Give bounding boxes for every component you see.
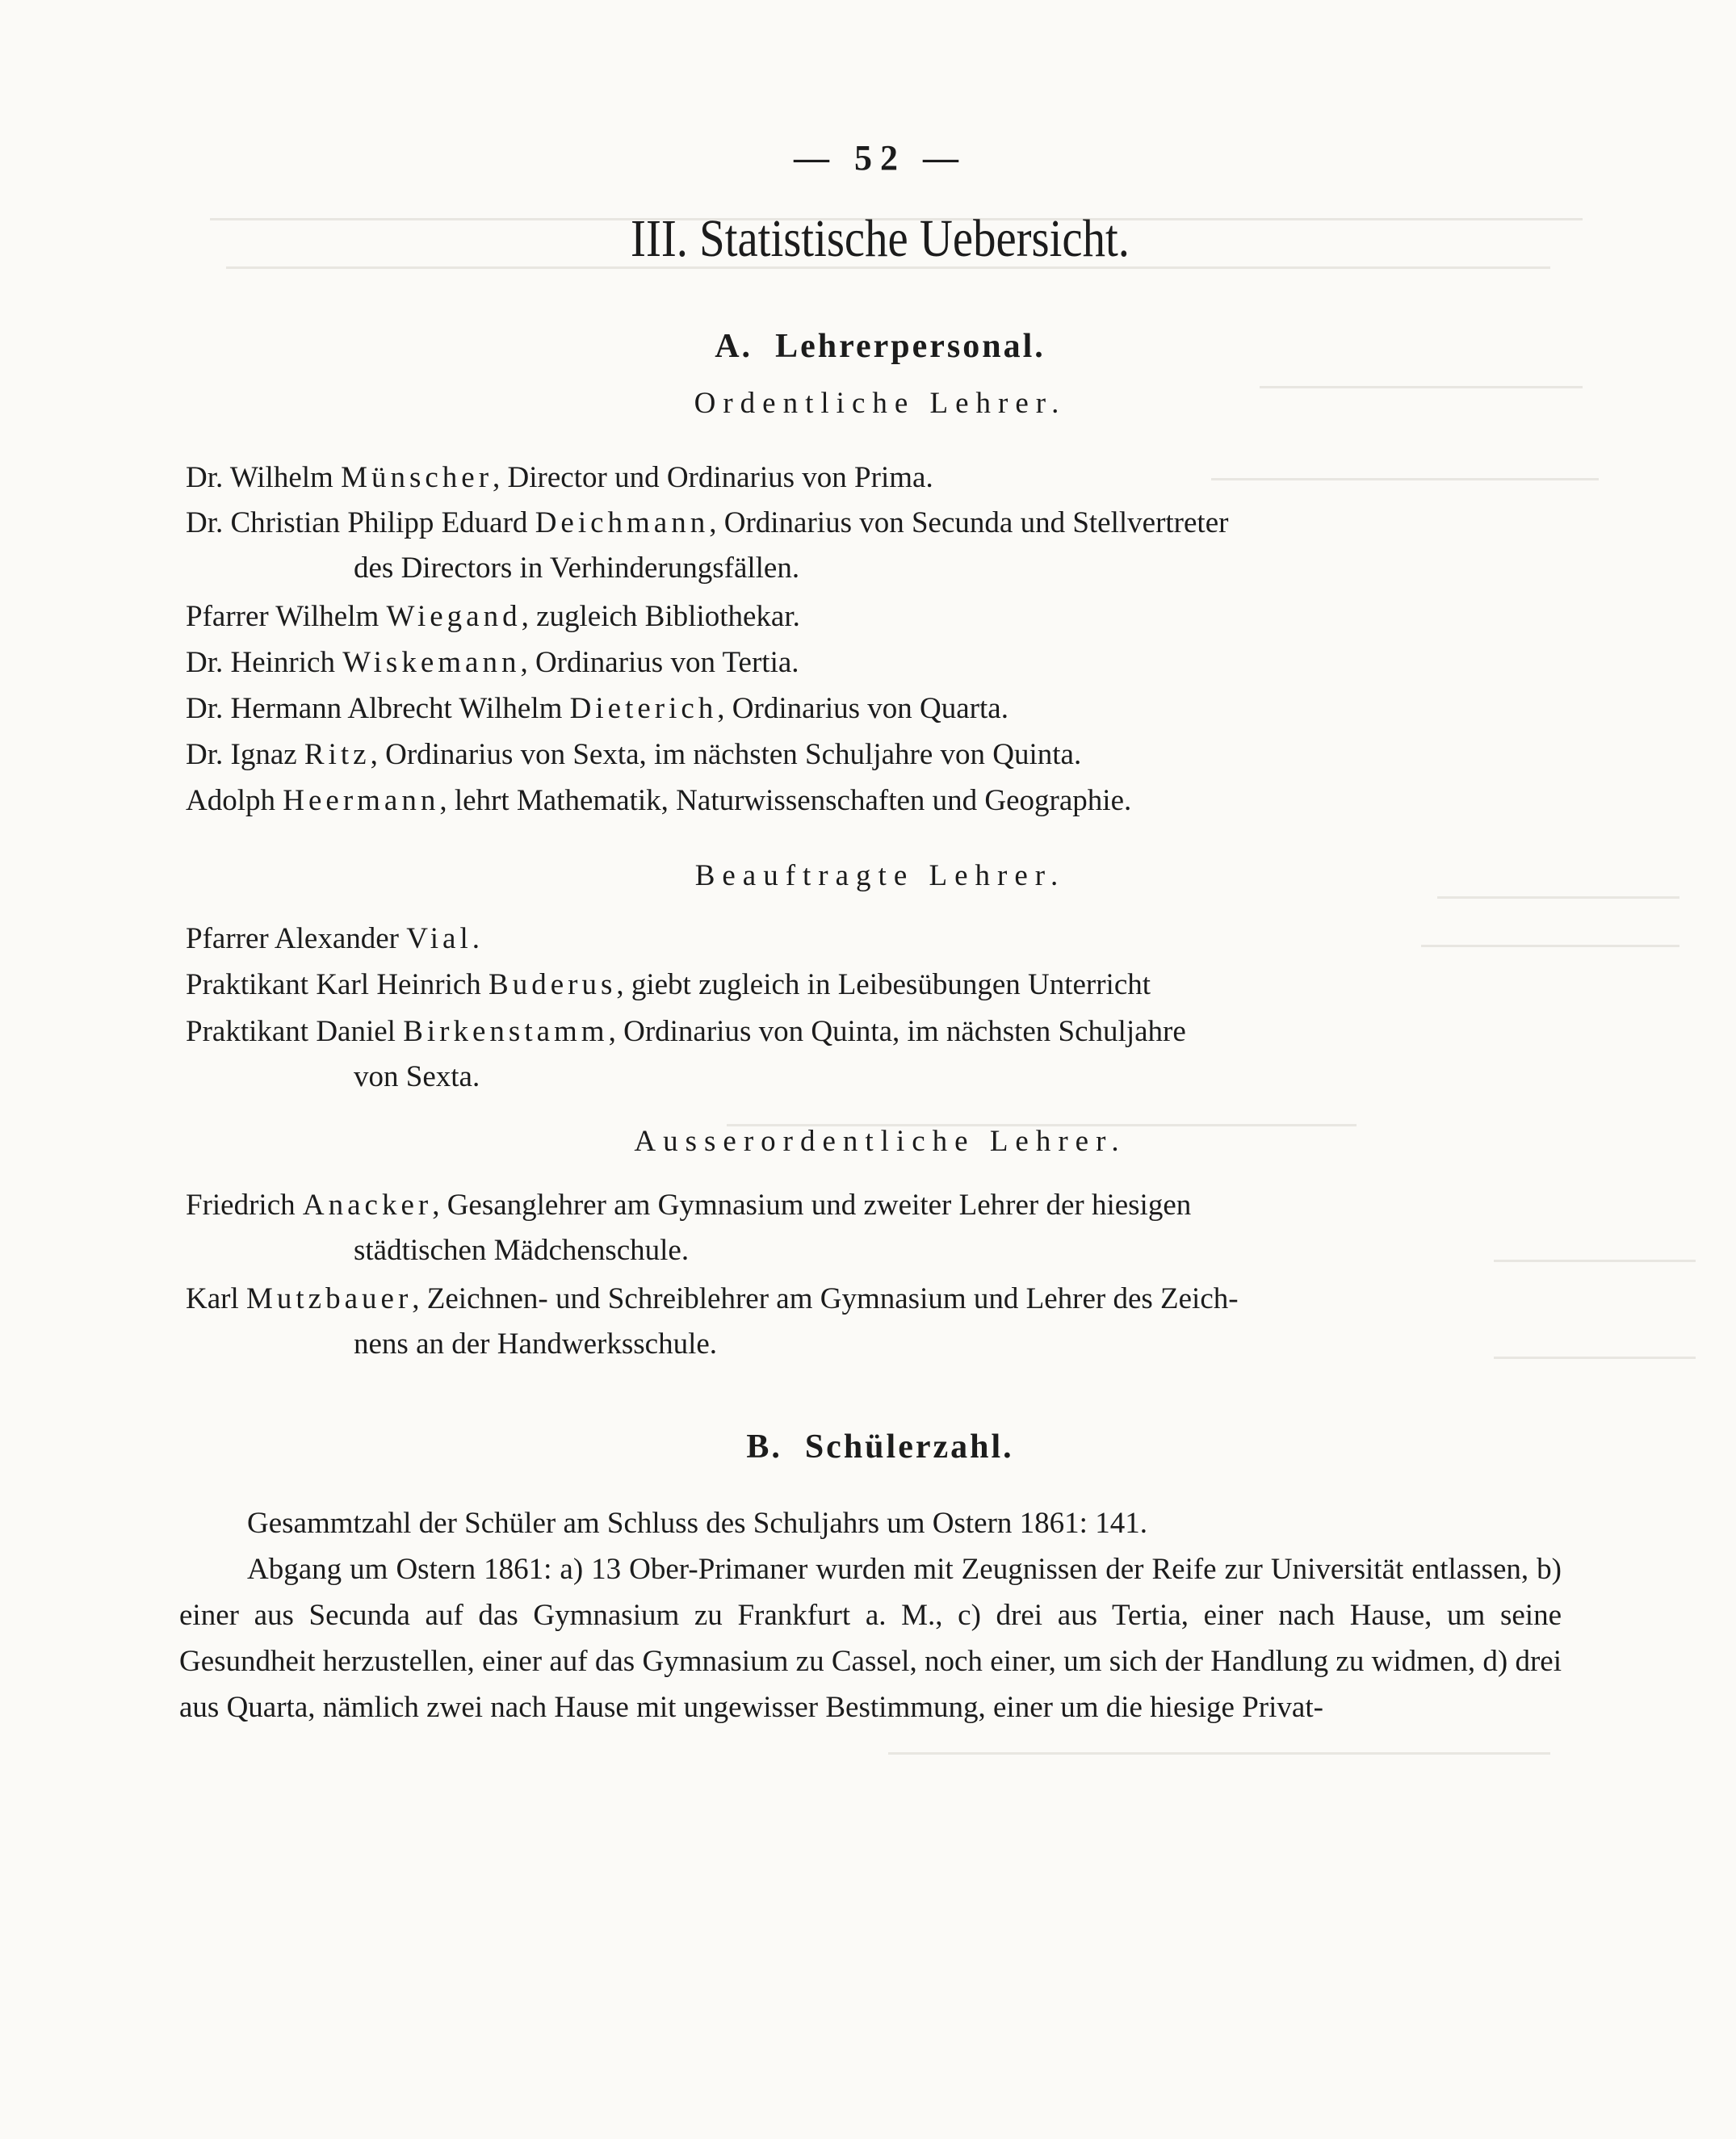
- section-a-title: Lehrerpersonal.: [775, 328, 1046, 365]
- teacher-name: Dieterich: [569, 692, 718, 725]
- teacher-entry: Dr. Wilhelm Münscher, Director und Ordinarius von Prima.: [186, 461, 933, 494]
- teacher-name: Deichmann: [535, 506, 710, 539]
- teacher-name: Wiskemann: [342, 646, 521, 679]
- paragraph: Gesammtzahl der Schüler am Schluss des Schuljahrs um Ostern 1861: 141.: [247, 1507, 1147, 1540]
- section-b-label: B.: [746, 1428, 782, 1466]
- section-a-label: A.: [715, 328, 753, 365]
- teacher-entry: Dr. Hermann Albrecht Wilhelm Dieterich, Ordinarius von Quarta.: [186, 692, 1008, 725]
- teacher-name: Heermann: [283, 784, 440, 817]
- teacher-entry: Praktikant Karl Heinrich Buderus, giebt zugleich in Leibesübungen Unterricht: [186, 968, 1151, 1001]
- group-heading-beauftragte: Beauftragte Lehrer.: [694, 859, 1066, 892]
- teacher-name: Münscher: [341, 461, 493, 494]
- teacher-entry: Dr. Christian Philipp Eduard Deichmann, Ordinarius von Secunda und Stellvertreter des Directors in Verhinderungsfällen.: [186, 506, 1229, 585]
- teacher-name: Birkenstamm: [403, 1015, 609, 1048]
- teacher-name: Wiegand: [386, 600, 522, 633]
- paragraph: Abgang um Ostern 1861: a) 13 Ober-Primaner wurden mit Zeugnissen der Reife zur Universität entlassen, b) einer aus Secunda auf das Gymnasium zu Frankfurt a. M., c) drei aus Tertia, einer nach Hause, um seine Gesundheit herzustellen, einer auf das Gymnasium zu Cassel, noch einer, um sich der Handlung zu widmen, d) drei aus Quarta, nämlich zwei nach Hause mit ungewisser Bestimmung, einer um die hiesige Privat-: [179, 1553, 1562, 1724]
- teacher-name: Buderus: [489, 968, 617, 1001]
- teacher-entry: Friedrich Anacker, Gesanglehrer am Gymnasium und zweiter Lehrer der hiesigen städtischen Mädchenschule.: [186, 1189, 1192, 1267]
- teacher-entry: Dr. Heinrich Wiskemann, Ordinarius von Tertia.: [186, 646, 799, 679]
- teacher-name: Anacker: [302, 1189, 433, 1222]
- teacher-entry: Dr. Ignaz Ritz, Ordinarius von Sexta, im nächsten Schuljahre von Quinta.: [186, 738, 1082, 771]
- teacher-entry: Adolph Heermann, lehrt Mathematik, Naturwissenschaften und Geographie.: [186, 784, 1132, 817]
- teacher-entry: Pfarrer Wilhelm Wiegand, zugleich Bibliothekar.: [186, 600, 800, 633]
- teacher-name: Mutzbauer: [246, 1282, 413, 1315]
- teacher-entry: Pfarrer Alexander Vial.: [186, 922, 480, 955]
- page-number: — 52 —: [794, 138, 967, 178]
- bleed-through-line: [1437, 896, 1679, 899]
- section-b-title: Schülerzahl.: [804, 1428, 1014, 1466]
- teacher-entry: Praktikant Daniel Birkenstamm, Ordinarius von Quinta, im nächsten Schuljahre von Sexta.: [186, 1015, 1186, 1093]
- page-title: III. Statistische Uebersicht.: [631, 209, 1130, 268]
- group-heading-ordentliche: Ordentliche Lehrer.: [694, 387, 1067, 420]
- section-b-heading: [0, 1428, 1736, 1466]
- section-a-heading: [0, 327, 1736, 366]
- teacher-name: Vial: [406, 922, 472, 955]
- bleed-through-line: [888, 1752, 1550, 1755]
- group-heading-ausserordentliche: Ausserordentliche Lehrer.: [634, 1125, 1126, 1158]
- teacher-name: Ritz: [304, 738, 371, 771]
- teacher-entry: Karl Mutzbauer, Zeichnen- und Schreiblehrer am Gymnasium und Lehrer des Zeich- nens an der Handwerksschule.: [186, 1282, 1239, 1361]
